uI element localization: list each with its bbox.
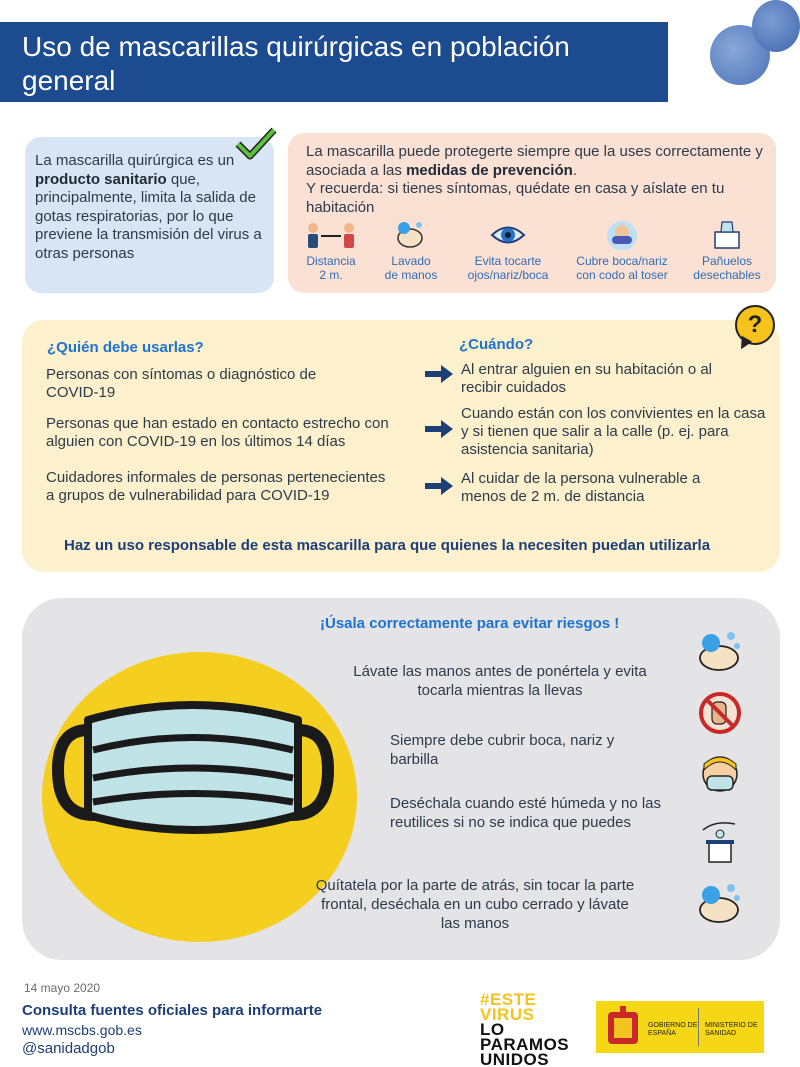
intro-text: La mascarilla quirúrgica es un producto sanitario que, principalmente, limita la salida de gotas respiratorias, por lo que previene la transmisión del virus a otras personas <box>35 152 262 262</box>
who-item: Personas que han estado en contacto estrecho con alguien con COVID-19 en los últimos 14 días <box>46 415 389 450</box>
date-label: 14 mayo 2020 <box>24 981 101 995</box>
when-item: Al cuidar de la persona vulnerable a menos de 2 m. de distancia <box>461 470 701 505</box>
responsible-use-text: Haz un uso responsable de esta mascarilla para que quienes la necesiten puedan utilizarla <box>64 537 711 554</box>
masked-face-icon <box>695 752 745 798</box>
tissue-icon <box>712 220 742 250</box>
arrow-right-icon <box>425 477 453 495</box>
virus-icon <box>752 0 800 52</box>
bin-icon <box>695 818 745 864</box>
gobierno-label: GOBIERNO DE ESPAÑA <box>648 1022 698 1037</box>
website-link[interactable]: www.mscbs.gob.es <box>22 1022 142 1038</box>
social-handle[interactable]: @sanidadgob <box>22 1040 115 1057</box>
campaign-slogan: #ESTE VIRUS LO PARAMOS UNIDOS <box>480 990 570 1067</box>
usage-tip: Deséchala cuando esté húmeda y no las reutilices si no se indica que puedes <box>390 795 662 831</box>
who-heading: ¿Quién debe usarlas? <box>47 339 204 356</box>
elbow-cough-icon <box>606 220 638 250</box>
usage-tip: Lávate las manos antes de ponértela y evita tocarla mientras la llevas <box>353 663 647 699</box>
surgical-mask-icon <box>48 690 338 850</box>
handwash-icon <box>394 220 428 250</box>
arrow-right-icon <box>425 420 453 438</box>
consulta-text: Consulta fuentes oficiales para informarte <box>22 1002 323 1019</box>
when-heading: ¿Cuándo? <box>459 336 534 353</box>
prevention-text: La mascarilla puede protegerte siempre que la uses correctamente y asociada a las medidas de prevención. Y recuerda: si tienes síntomas, quédate en casa y aíslate en tu habitación <box>306 143 763 216</box>
prevention-item-cough: Cubre boca/nariz con codo al toser <box>568 220 676 282</box>
when-item: Cuando están con los convivientes en la casa y si tienen que salir a la calle (p. ej. para asistencia sanitaria) <box>461 405 766 458</box>
question-icon: ? <box>735 305 775 345</box>
usage-tip: Quítatela por la parte de atrás, sin tocar la parte frontal, deséchala en un cubo cerrado y lávate las manos <box>315 877 635 932</box>
who-item: Cuidadores informales de personas pertenecientes a grupos de vulnerabilidad para COVID-19 <box>46 469 386 504</box>
arrow-right-icon <box>425 365 453 383</box>
no-touch-icon <box>695 690 745 736</box>
prevention-item-distance: Distancia 2 m. <box>298 220 364 282</box>
eye-icon <box>490 220 526 250</box>
handwash-icon <box>695 880 745 926</box>
usage-tip: Siempre debe cubrir boca, nariz y barbilla <box>390 732 615 768</box>
prevention-item-eye: Evita tocarte ojos/nariz/boca <box>458 220 558 282</box>
coat-of-arms-icon <box>604 1006 642 1048</box>
logo-divider <box>698 1008 699 1046</box>
distance-icon <box>305 220 357 250</box>
usage-heading: ¡Úsala correctamente para evitar riesgos ! <box>320 615 620 632</box>
prevention-item-handwash: Lavado de manos <box>376 220 446 282</box>
prevention-item-tissue: Pañuelos desechables <box>686 220 768 282</box>
ministerio-label: MINISTERIO DE SANIDAD <box>705 1022 758 1037</box>
handwash-icon <box>695 628 745 674</box>
page-title: Uso de mascarillas quirúrgicas en población general <box>22 31 570 96</box>
when-item: Al entrar alguien en su habitación o al recibir cuidados <box>461 361 713 396</box>
who-item: Personas con síntomas o diagnóstico de COVID-19 <box>46 366 317 401</box>
